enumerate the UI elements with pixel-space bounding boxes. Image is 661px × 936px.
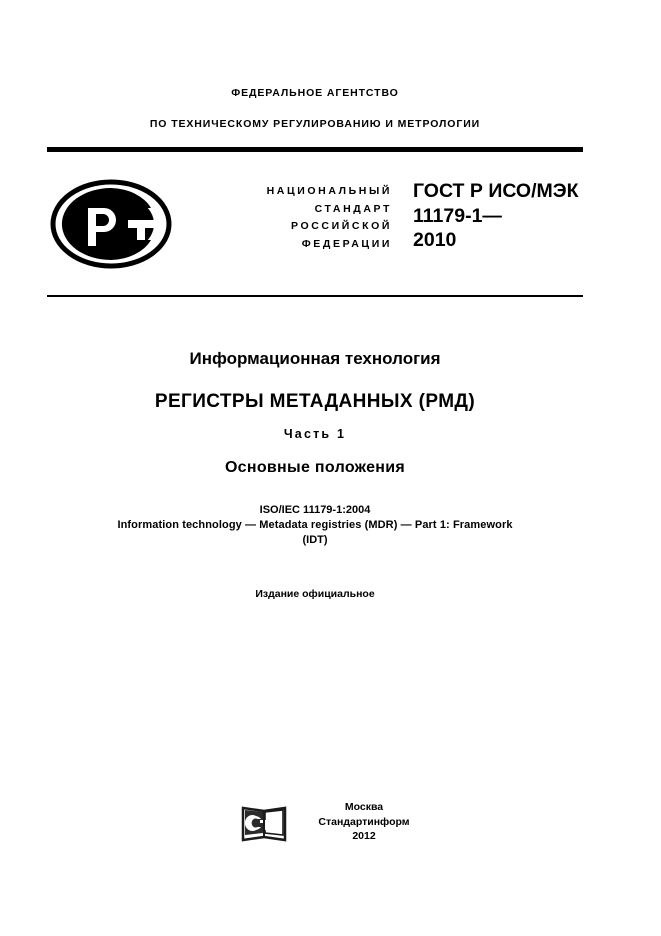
agency-name-line2: ПО ТЕХНИЧЕСКОМУ РЕГУЛИРОВАНИЮ И МЕТРОЛОГИИ: [149, 118, 481, 130]
page-content-column: [47, 0, 583, 936]
identity-rule-thin: [47, 295, 583, 297]
national-standard-line3: РОССИЙСКОЙ: [291, 220, 392, 232]
imprint-year: 2012: [352, 830, 376, 842]
imprint-city: Москва: [344, 801, 384, 813]
agency-name-line1: ФЕДЕРАЛЬНОЕ АГЕНТСТВО: [231, 87, 399, 99]
title-block: [47, 348, 583, 478]
subject-title: РЕГИСТРЫ МЕТАДАННЫХ (РМД): [154, 391, 476, 412]
federal-agency-header: [47, 86, 583, 131]
gost-r-emblem-icon: [50, 178, 172, 270]
iso-equivalence-degree: (IDT): [302, 534, 328, 546]
iso-reference-block: [47, 503, 583, 548]
national-standard-line1: НАЦИОНАЛЬНЫЙ: [266, 185, 392, 197]
page-title: Информационная технология: [189, 349, 441, 368]
standard-number: [413, 179, 593, 253]
official-edition-note: Издание официальное: [255, 588, 375, 600]
part-label: Часть 1: [283, 427, 347, 441]
national-standard-label: [177, 183, 392, 253]
standard-number-line2: 11179-1—: [413, 204, 502, 227]
section-title: Основные положения: [224, 459, 406, 476]
standard-identity-row: [47, 176, 583, 280]
national-standard-line4: ФЕДЕРАЦИИ: [301, 237, 392, 250]
standard-number-line1: ГОСТ Р ИСО/МЭК: [413, 180, 579, 202]
national-standard-line2: СТАНДАРТ: [314, 202, 392, 215]
standard-number-line3: 2010: [413, 229, 457, 251]
page-footer: [47, 798, 583, 854]
header-rule-thick: [47, 147, 583, 152]
iso-reference-title: Information technology — Metadata registries (MDR) — Part 1: Framework: [117, 519, 513, 531]
imprint-publisher: Стандартинформ: [318, 815, 410, 828]
standartinform-emblem-icon: [240, 802, 288, 846]
iso-reference-number: ISO/IEC 11179-1:2004: [259, 504, 371, 516]
imprint-block: [294, 800, 434, 844]
